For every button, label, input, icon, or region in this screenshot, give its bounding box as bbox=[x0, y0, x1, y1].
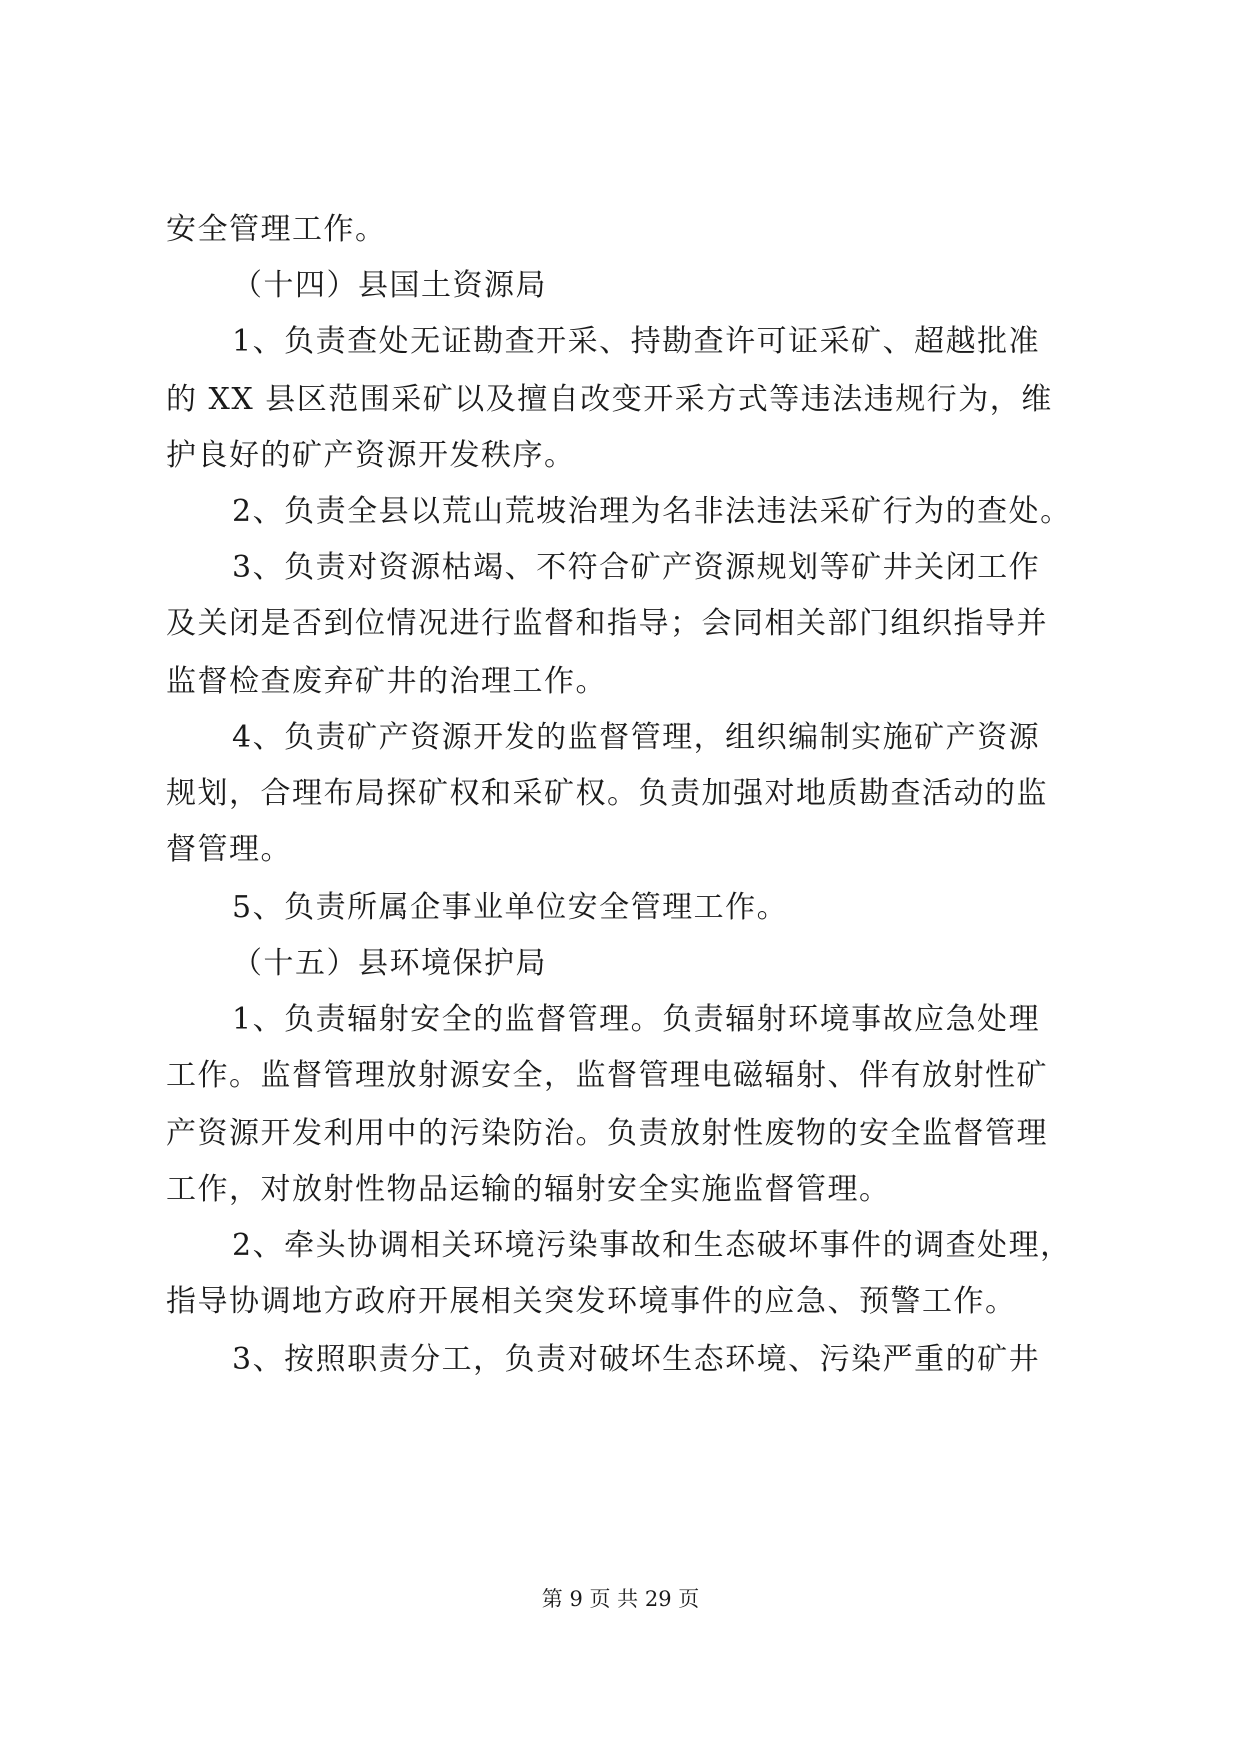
text-line: 规划，合理布局探矿权和采矿权。负责加强对地质勘查活动的监 bbox=[166, 776, 1048, 811]
text-line: 监督检查废弃矿井的治理工作。 bbox=[166, 664, 607, 699]
text-line: 产资源开发利用中的污染防治。负责放射性废物的安全监督管理 bbox=[166, 1116, 1048, 1151]
text-line: 及关闭是否到位情况进行监督和指导；会同相关部门组织指导并 bbox=[166, 606, 1048, 641]
text-line: 3、负责对资源枯竭、不符合矿产资源规划等矿井关闭工作 bbox=[232, 550, 1041, 585]
page-number-footer: 第 9 页 共 29 页 bbox=[541, 1587, 700, 1611]
text-line: 4、负责矿产资源开发的监督管理，组织编制实施矿产资源 bbox=[232, 720, 1041, 755]
section-heading: （十五）县环境保护局 bbox=[232, 946, 547, 981]
text-line: 工作。监督管理放射源安全，监督管理电磁辐射、伴有放射性矿 bbox=[166, 1058, 1048, 1093]
text-line: 3、按照职责分工，负责对破坏生态环境、污染严重的矿井 bbox=[232, 1342, 1041, 1377]
text-line: 的 XX 县区范围采矿以及擅自改变开采方式等违法违规行为，维 bbox=[166, 382, 1053, 417]
text-line: 1、负责查处无证勘查开采、持勘查许可证采矿、超越批准 bbox=[232, 324, 1041, 359]
text-line: 2、负责全县以荒山荒坡治理为名非法违法采矿行为的查处。 bbox=[232, 494, 1072, 529]
text-line: 督管理。 bbox=[166, 832, 292, 867]
text-line: 5、负责所属企事业单位安全管理工作。 bbox=[232, 890, 789, 925]
text-line: 指导协调地方政府开展相关突发环境事件的应急、预警工作。 bbox=[166, 1284, 1017, 1319]
text-line: 工作，对放射性物品运输的辐射安全实施监督管理。 bbox=[166, 1172, 891, 1207]
text-line: 1、负责辐射安全的监督管理。负责辐射环境事故应急处理 bbox=[232, 1002, 1041, 1037]
text-line: 安全管理工作。 bbox=[166, 212, 387, 247]
section-heading: （十四）县国土资源局 bbox=[232, 268, 547, 303]
text-line: 2、牵头协调相关环境污染事故和生态破坏事件的调查处理， bbox=[232, 1228, 1072, 1263]
text-line: 护良好的矿产资源开发秩序。 bbox=[166, 438, 576, 473]
